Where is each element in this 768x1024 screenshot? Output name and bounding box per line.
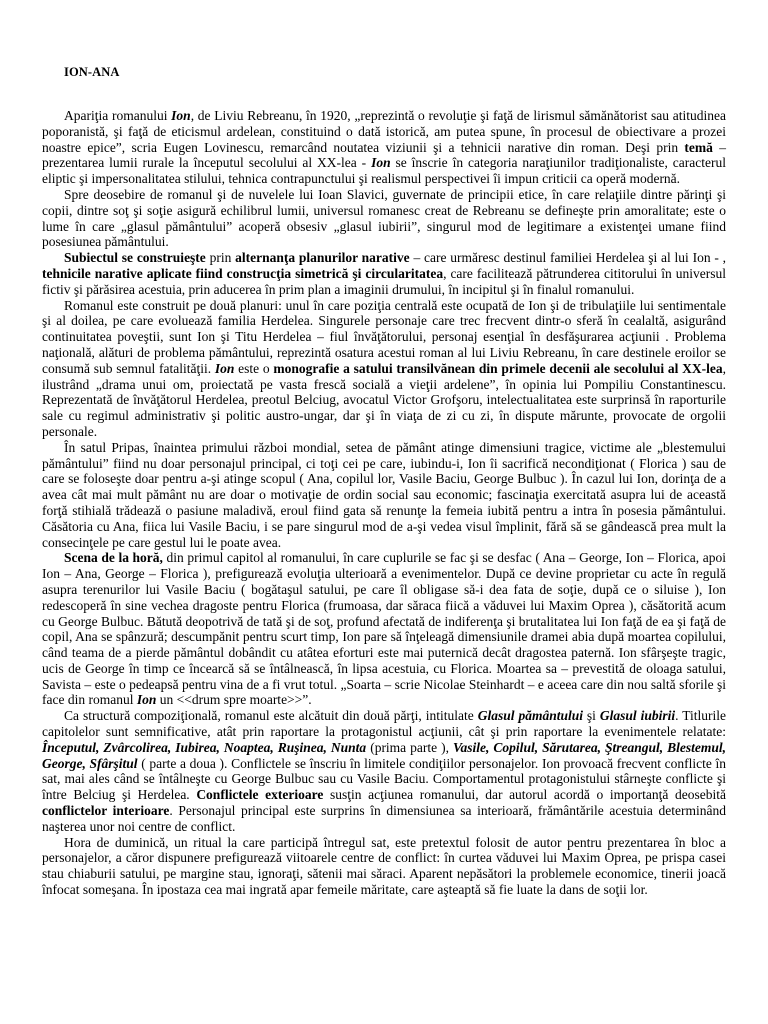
paragraph xyxy=(42,298,726,440)
text-run: un <<drum spre moarte>>”. xyxy=(156,692,312,708)
paragraph xyxy=(42,835,726,898)
document-title: ION-ANA xyxy=(64,65,120,79)
text-run: ( parte a doua ). Conflictele se înscriu în limitele condiţiilor personajelor. Ion provoacă frecvent conflicte în sat, mai ales când se întâlneşte cu George Bulbuc sau cu Vasile Baciu. Comportamentul protagonistului stârneşte conflicte şi între Belciug şi Herdelea. xyxy=(42,755,726,803)
paragraph xyxy=(42,708,726,834)
text-run: În satul Pripas, înaintea primului război mondial, setea de pământ atinge dimensiuni tragice, victime ale „blestemului pământului” fiind nu doar personajul principal, ci toţi cei pe care, iubindu-i, Ion îi sacrifică necondiţionat ( Florica ) sau de care se foloseşte doar pentru a-şi atinge scopul ( Ana, copilul lor, Vasile Baciu, George Bulbuc ). În cazul lui Ion, dorinţa de a avea cât mai mult pământ nu are doar o motivaţie de ordin social sau economic; fascinaţia exercitată asupra lui de această forţă stihială trădează o pasiune maladivă, eroul fiind gata să renunţe la femeia iubită pentru a intra în posesia pământului. Căsătoria cu Ana, fiica lui Vasile Baciu, i se pare singurul mod de a-şi vedea visul împlinit, fără să se gândească prea mult la consecinţele pe care gestul lui le poate avea. xyxy=(42,439,726,550)
emphasized-text: Glasul iubirii xyxy=(599,708,676,724)
paragraph xyxy=(42,108,726,187)
paragraph xyxy=(42,250,726,297)
paragraph xyxy=(42,550,726,708)
paragraph xyxy=(42,187,726,250)
text-run: prin xyxy=(205,250,236,266)
emphasized-text: conflictelor interioare xyxy=(42,803,170,819)
emphasized-text: monografie a satului transilvănean din primele decenii ale secolului al XX-lea xyxy=(273,360,723,376)
text-run: este o xyxy=(234,360,274,376)
emphasized-text: tehnicile narative aplicate fiind construcţia simetrică şi circularitatea xyxy=(42,265,444,281)
emphasized-text: alternanţa planurilor narative xyxy=(235,250,410,266)
emphasized-text: Ion xyxy=(371,155,391,171)
text-run: , ilustrând „drama unui om, proiectată pe vasta frescă socială a vieţii ardelene”, în opinia lui Pompiliu Constantinescu. Reprezentată de învăţătorul Herdelea, preotul Belciug, avocatul Victor Grofşoru, intelectualitatea este surprinsă în raporturile sale cu regimul administrativ şi politic austro-ungar, dar şi în viaţa de zi cu zi, în dispute mărunte, provocate de orgolii personale. xyxy=(42,360,726,439)
text-run: Hora de duminică, un ritual la care participă întregul sat, este pretextul folosit de autor pentru prezentarea în bloc a personajelor, a căror dispunere prefigurează viitoarele centre de conflict: în curtea văduvei lui Maxim Oprea, pe prispa casei stau chiaburii satului, pe margine stau, ignoraţi, sătenii mai săraci. Aparent nepăsători la problemele economice, tinerii joacă înfocat someşana. În ipostaza cea mai ingrată apar femeile măritate, care aşteaptă să fie luate la dans de soţii lor. xyxy=(42,834,726,898)
text-run: – prezentarea lumii rurale la începutul secolului al XX-lea - xyxy=(42,139,727,171)
emphasized-text: Ion xyxy=(136,692,157,708)
emphasized-text: Vasile, Copilul, Sărutarea, Ştreangul, Blestemul, George, Sfârşitul xyxy=(42,739,727,771)
emphasized-text: Ion xyxy=(171,108,191,123)
paragraph xyxy=(42,440,726,551)
text-run: . Personajul principal este surprins în dimensiunea sa interioară, frământările acestuia determinând naşterea unor noi centre de conflict. xyxy=(42,803,726,834)
text-run: . Titlurile capitolelor sunt semnificative, atât prin raportare la protagonistul acţiunii, cât şi prin raportare la evenimentele relatate: xyxy=(42,708,726,740)
text-run: , care facilitează pătrunderea cititorului în universul fictiv şi părăsirea acestuia, prin aducerea în prim plan a imaginii drumului, în incipitul şi în finalul romanului. xyxy=(42,265,726,297)
emphasized-text: Subiectul se construieşte xyxy=(64,250,206,266)
text-run: din primul capitol al romanului, în care cuplurile se fac şi se desfac ( Ana – George, Ion – Florica, apoi Ion – Ana, George – Florica ), prefigurează evoluţia ulterioară a evenimentelor. După ce devine proprietar cu acte în regulă asupra terenurilor lui Vasile Baciu ( bogătaşul satului, pe care îl obligase să-i dea fata de soţie, după ce o siluise ), Ion redescoperă în sine vechea dragoste pentru Florica (frumoasa, dar săraca fiică a văduvei lui Maxim Oprea ), căsătorită acum cu George Bulbuc. Bătută deopotrivă de tată şi de soţ, profund afectată de indiferenţa şi brutalitatea lui Ion faţă de ea şi faţă de copil, Ana se spânzură; descumpănit pentru scurt timp, Ion pare să înţeleagă dimensiunile dramei abia după moartea copilului, când teama de a pierde pământul dobândit cu atâtea eforturi este mai puternică decât dragostea paternă. Ion sfârşeşte tragic, ucis de George în timp ce încearcă să se întâlnească, în lipsa acestuia, cu Florica. Moartea sa – prevestită de oloaga satului, Savista – este o pedeapsă pentru vina de a fi vrut totul. „Soarta – scrie Nicolae Steinhardt – e aceea care din nou saltă sforile şi face din romanul xyxy=(42,550,726,708)
text-run: şi xyxy=(582,708,600,724)
emphasized-text: Glasul pământului xyxy=(477,708,583,724)
emphasized-text: Ion xyxy=(214,360,235,376)
text-run: , de Liviu Rebreanu, în 1920, „reprezintă o revoluţie şi faţă de lirismul sămănătorist sau atitudinea poporanistă, şi faţă de eticismul ardelean, constituind o dată istorică, am putea spune, în procesul de obiectivare a prozei noastre epice”, scria Eugen Lovinescu, remarcând noutatea viziunii şi a tehnicii narative din roman. Deşi prin xyxy=(42,108,726,155)
text-run: Spre deosebire de romanul şi de nuvelele lui Ioan Slavici, guvernate de principii etice, în care relaţiile dintre părinţi şi copii, dintre soţ şi soţie asigură echilibrul lumii, universul romanesc creat de Rebreanu se defineşte prin amoralitate; este o lume în care „glasul pământului” acoperă obsesiv „glasul iubirii”, singurul mod de legitimare a existenţei umane fiind posesiunea pământului. xyxy=(42,186,726,250)
emphasized-text: Conflictele exterioare xyxy=(196,787,324,803)
text-run: se înscrie în categoria naraţiunilor tradiţionaliste, caracterul eliptic şi impersonalitatea stilului, tehnica contrapunctului şi realismul perspectivei îi impun criticii ca operă modernă. xyxy=(42,155,726,187)
text-run: (prima parte ), xyxy=(366,739,454,755)
text-run: – care urmăresc destinul familiei Herdelea şi al lui Ion - , xyxy=(409,250,726,266)
emphasized-text: Începutul, Zvârcolirea, Iubirea, Noaptea, Ruşinea, Nunta xyxy=(42,739,367,755)
document-body xyxy=(42,108,726,898)
text-run: Ca structură compoziţională, romanul este alcătuit din două părţi, intitulate xyxy=(64,708,478,724)
emphasized-text: Scena de la horă, xyxy=(64,550,163,566)
text-run: Romanul este construit pe două planuri: unul în care poziţia centrală este ocupată de Ion şi de tribulaţiile lui sentimentale şi al doilea, pe care evoluează familia Herdelea. Singurele personaje care trec frecvent dintr-o sferă în cealaltă, asigurând continuitatea poveştii, sunt Ion şi Titu Herdelea – fiul învăţătorului, personaj esenţial în desfăşurarea acţiunii . Problema naţională, alături de problema pământului, reprezintă osatura acestui roman al lui Liviu Rebreanu, în care destinele eroilor se consumă sub semnul fatalităţii. xyxy=(42,297,726,376)
text-run: susţin acţiunea romanului, dar autorul acordă o importanţă deosebită xyxy=(323,787,726,803)
emphasized-text: temă xyxy=(684,139,713,155)
text-run: Apariţia romanului xyxy=(64,108,172,123)
